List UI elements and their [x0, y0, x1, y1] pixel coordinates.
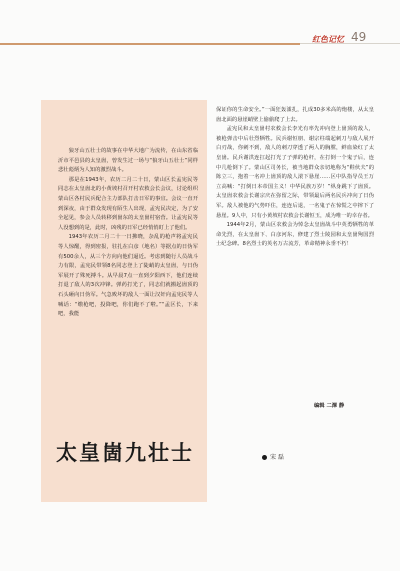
page-number: 49: [351, 30, 367, 44]
paragraph: 1943年农历二月二十一日拂晓，杂乱的枪声将孟宪民等人惊醒，得到密报，驻扎在白彦（地名）等据点的日伪军有500余人，从三个方向向他们逼近。考虑到随行人员战斗力有限，孟宪民带领8名同志登上了陡峭的太皇崮，与日伪军展开了殊死搏斗。从早晨7点一直到夕阳西下，他们连续打退了敌人的3次冲锋。弹药打光了，同志们就搬起崮顶的石头砸向日伪军。气急败坏的敌人一面让汉奸向孟宪民等人喊话：“缴枪吧，投降吧，你们跑不了啦。”“孟区长，下来吧，我能: [58, 234, 198, 318]
paragraph: 1944年2月，蒙山区农救会为悼念太皇崮战斗中英勇牺牲的革命先烈，在太皇崮下、白彦河东，修建了烈士陵园和太皇崮殉国烈士纪念碑。8名烈士的英名万古流芳，革命精神永垂不朽！: [216, 222, 374, 248]
author-line: [262, 452, 284, 461]
article-column-right: [216, 106, 374, 250]
header-accent-rule: [0, 43, 300, 45]
paragraph: 狼牙山五壮士的故事在中华大地广为流传，在山东省临沂市平邑县的太皇崮，曾发生过一场与“狼牙山五壮士”同样悲壮彪炳为人知的激烈战斗。: [58, 148, 198, 174]
section-label: 红色记忆: [312, 35, 344, 44]
article-title: 太皇崮九壮士: [56, 441, 194, 465]
author-name: 宋 磊: [270, 454, 284, 461]
paragraph: 孟宪民和太皇崮村农救会长李光有率先冲向登上崮顶的敌人，被枪弹击中后壮烈牺牲。民兵谢恒朋、谢宗柱端起刺刀与敌人展开白刃战，你刺不到，敌人的刺刀穿透了两人的胸膛，鲜血染红了太皇崮。民兵谢洪连扛起打光了子弹的枪杆，在打倒一个鬼子后，连中几枪倒下了。蒙山区司务长，被当地群众亲切地称为“鞋伙夫”的陈立三，抱着一名冲上崮顶的敌人滚下悬崖……区中队指导员王万立高喊：“打倒日本帝国主义！中华民族万岁！”纵身跳下了崮顶。太皇崮农救会长谢宗庆在弥留之际，带领最后两名民兵冲向了日伪军。敌人被他的气势吓住，连连后退，一名鬼子在惊慌之中摔下了悬崖。9人中，只有小黄坡村农救会长谢恒玉，成为唯一的幸存者。: [216, 126, 374, 219]
article-column-left: [58, 147, 198, 320]
bullet-icon: [262, 455, 267, 460]
paragraph: 那是在1943年，农历二月二十日，蒙山区长孟宪民等同志在太皇崮北的小黄坡村召开村农救会长会议，讨论组织蒙山区各村民兵配合主力部队打击日军的事宜。会议一直开到深夜，由于群众发现有陌生人出现，孟宪民决定，为了安全起见，参会人员转移到崮东的太皇崮村宿营。让孟宪民等人没想到的是，此时，凶残的日军已经悄悄盯上了他们。: [58, 176, 198, 231]
editor-credit: 编辑 二澤 静: [314, 403, 345, 409]
paragraph: 保证你的生命安全。”一面狂轰滥扎，扎成30多米高的炮楼，从太皇崮北面的悬崖峭壁上偷偷爬了上去。: [216, 107, 374, 123]
